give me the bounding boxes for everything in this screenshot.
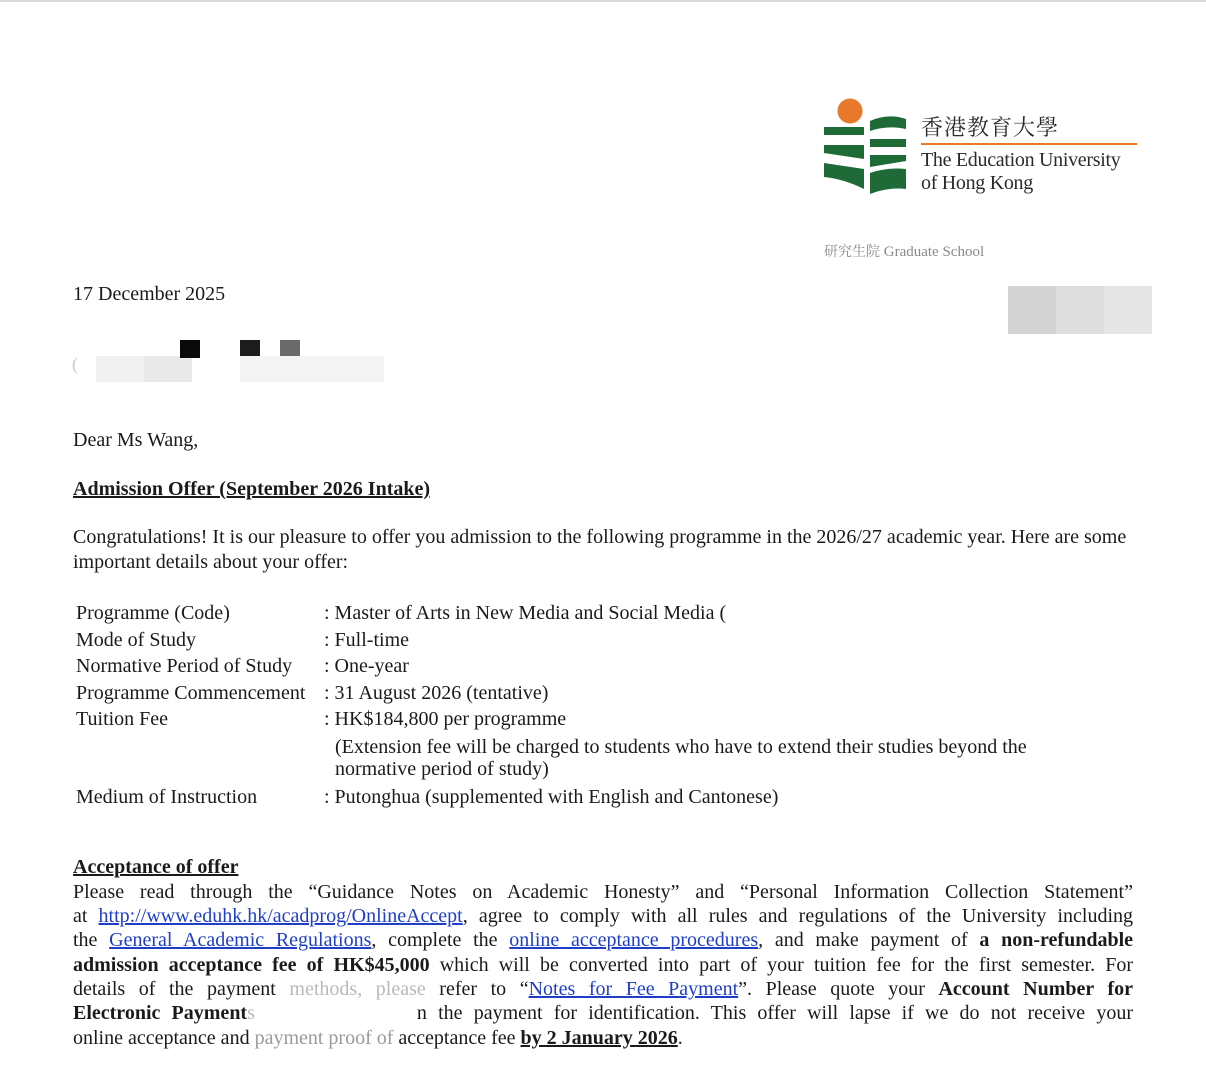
redacted-address-block	[72, 338, 392, 384]
letter-subject: Admission Offer (September 2026 Intake)	[73, 478, 431, 500]
text: acceptance fee	[393, 1027, 521, 1049]
medium-label: Medium of Instruction	[76, 785, 258, 808]
acceptance-heading: Acceptance of offer	[73, 856, 239, 878]
bold-text: a non-refundable	[979, 929, 1134, 951]
intro-paragraph: Congratulations! It is our pleasure to offer you admission to the following programme in the 2026/27 academic year. Here are some important details about your offer:	[73, 526, 1127, 573]
text: details of the payment	[73, 978, 290, 1000]
deadline-text: by 2 January 2026	[520, 1027, 678, 1049]
text: which will be converted into part of your tuition fee for the first semester. For	[429, 954, 1133, 976]
bold-text: Electronic Payment	[73, 1002, 248, 1024]
acceptance-line-4	[73, 954, 1133, 977]
faded-text: methods, please	[289, 978, 426, 1000]
mode-value: : Full-time	[324, 628, 409, 651]
text: n the payment for identification. This offer will lapse if we do not receive your	[416, 1002, 1133, 1024]
period-value: : One-year	[324, 655, 409, 677]
text: , agree to comply with all rules and regulations of the University including	[462, 905, 1133, 927]
tuition-note-line1: (Extension fee will be charged to students who have to extend their studies beyond the	[335, 735, 1027, 758]
acceptance-line-2	[73, 905, 1133, 928]
university-name-cn: 香港教育大學	[921, 116, 1060, 141]
faded-text: s	[247, 1002, 255, 1024]
logo-divider	[921, 143, 1137, 145]
text: .	[677, 1027, 683, 1049]
programme-value: : Master of Arts in New Media and Social Media (	[324, 602, 727, 624]
acceptance-line-5	[73, 978, 1133, 1001]
redacted-reference-block	[1008, 286, 1152, 334]
acceptance-line-7	[73, 1027, 1133, 1050]
address-fragment: (	[72, 354, 78, 374]
tuition-value: : HK$184,800 per programme	[324, 708, 567, 730]
text: at	[73, 905, 99, 927]
commencement-label: Programme Commencement	[76, 681, 306, 704]
university-name-en-line1: The Education University	[921, 149, 1121, 171]
text: online acceptance and	[73, 1027, 255, 1049]
tuition-note-line2: normative period of study)	[335, 757, 549, 780]
tuition-label: Tuition Fee	[76, 708, 169, 730]
programme-label: Programme (Code)	[76, 602, 230, 624]
period-label: Normative Period of Study	[76, 655, 293, 677]
eduhk-emblem-icon	[822, 97, 914, 197]
text: , complete the	[371, 929, 510, 951]
general-academic-regulations-link[interactable]: General Academic Regulations	[109, 929, 372, 951]
text: refer to “	[425, 978, 529, 1000]
university-name-en-line2: of Hong Kong	[921, 172, 1033, 194]
university-logo	[822, 97, 1152, 207]
acceptance-line-1: Please read through the “Guidance Notes on Academic Honesty” and “Personal Information Collection Statement”	[73, 881, 1133, 903]
acceptance-line-6	[73, 1002, 1133, 1025]
salutation: Dear Ms Wang,	[73, 429, 199, 451]
faded-text: payment proof of	[254, 1027, 394, 1049]
graduate-school-en: Graduate School	[883, 244, 985, 260]
online-accept-link[interactable]: http://www.eduhk.hk/acadprog/OnlineAccept	[98, 905, 463, 927]
commencement-value: : 31 August 2026 (tentative)	[324, 681, 549, 704]
bold-text: Account Number for	[938, 978, 1133, 1000]
top-rule	[0, 0, 1206, 2]
medium-value: : Putonghua (supplemented with English and Cantonese)	[324, 785, 779, 808]
mode-label: Mode of Study	[76, 628, 196, 651]
acceptance-fee-text: admission acceptance fee of HK$45,000	[73, 954, 430, 976]
text: ”. Please quote your	[738, 978, 939, 1000]
online-acceptance-procedures-link[interactable]: online acceptance procedures	[509, 929, 759, 951]
text: the	[73, 929, 110, 951]
notes-for-fee-payment-link[interactable]: Notes for Fee Payment	[528, 978, 739, 1000]
graduate-school-cn: 研究生院	[824, 244, 880, 260]
text: , and make payment of	[758, 929, 980, 951]
letter-date: 17 December 2025	[73, 283, 226, 305]
graduate-school-label	[824, 241, 984, 261]
acceptance-line-3	[73, 929, 1133, 952]
